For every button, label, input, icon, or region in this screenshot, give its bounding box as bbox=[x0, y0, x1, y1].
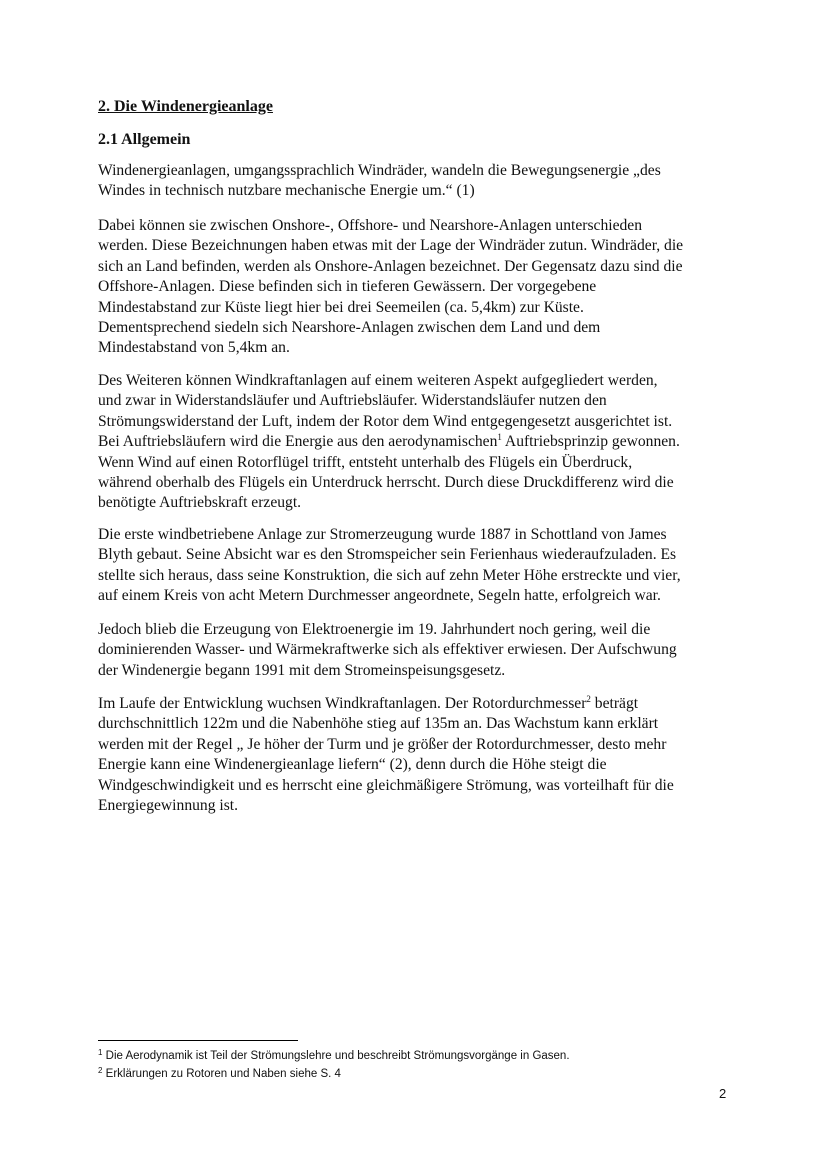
text-line: Windenergieanlagen, umgangssprachlich Windräder, wandeln die Bewegungsenergie „des bbox=[98, 162, 661, 179]
text-line: Des Weiteren können Windkraftanlagen auf einem weiteren Aspekt aufgegliedert werden, bbox=[98, 372, 658, 389]
text-segment: Bei Auftriebsläufern wird die Energie aus den aerodynamischen bbox=[98, 433, 498, 451]
text-line: werden. Diese Bezeichnungen haben etwas mit der Lage der Windräder zutun. Windräder, die bbox=[98, 237, 684, 255]
footnote-ref-1[interactable]: 1 bbox=[497, 432, 502, 443]
footnote-text: Erklärungen zu Rotoren und Naben siehe S. 4 bbox=[102, 1068, 341, 1080]
text-line: benötigte Auftriebskraft erzeugt. bbox=[98, 494, 302, 512]
text-line: werden mit der Regel „ Je höher der Turm und je größer der Rotordurchmesser, desto mehr bbox=[98, 735, 667, 753]
text-segment: Im Laufe der Entwicklung wuchsen Windkraftanlagen. Der Rotordurchmesser bbox=[98, 695, 587, 712]
text-line: Energie kann eine Windenergieanlage liefern“ (2), denn durch die Höhe steigt die bbox=[98, 756, 607, 774]
paragraph-3 bbox=[98, 371, 680, 514]
text-line: während oberhalb des Flügels ein Unterdruck herrscht. Durch diese Druckdifferenz wird die bbox=[98, 473, 674, 491]
text-line: Windgeschwindigkeit und es herrscht eine gleichmäßigere Strömung, was vorteilhaft für die bbox=[98, 776, 674, 794]
text-line: Mindestabstand zur Küste liegt hier bei drei Seemeilen (ca. 5,4km) zur Küste. bbox=[98, 298, 584, 316]
footnote-text: Die Aerodynamik ist Teil der Strömungslehre und beschreibt Strömungsvorgänge in Gasen. bbox=[102, 1050, 570, 1062]
text-segment: beträgt bbox=[590, 695, 639, 712]
text-line: Dementsprechend siedeln sich Nearshore-Anlagen zwischen dem Land und dem bbox=[98, 318, 601, 336]
footnote-marker: 2 bbox=[98, 1066, 103, 1075]
footnote-2 bbox=[98, 1068, 341, 1080]
text-line: Windes in technisch nutzbare mechanische Energie um.“ (1) bbox=[98, 182, 475, 200]
text-line: Energiegewinnung ist. bbox=[98, 796, 239, 814]
paragraph-1 bbox=[98, 161, 661, 202]
text-line bbox=[98, 694, 674, 714]
text-line: Wenn Wind auf einen Rotorflügel trifft, entsteht unterhalb des Flügels ein Überdruck, bbox=[98, 453, 633, 471]
text-line: dominierenden Wasser- und Wärmekraftwerke sich als effektiver erwiesen. Der Aufschwung bbox=[98, 641, 677, 659]
footnote-ref-2[interactable]: 2 bbox=[586, 694, 591, 704]
text-line: und zwar in Widerstandsläufer und Auftriebsläufer. Widerstandsläufer nutzen den bbox=[98, 392, 607, 410]
text-line: durchschnittlich 122m und die Nabenhöhe stieg auf 135m an. Das Wachstum kann erklärt bbox=[98, 715, 659, 733]
text-line: Blyth gebaut. Seine Absicht war es den Stromspeicher sein Ferienhaus wiederaufzuladen. Es bbox=[98, 546, 677, 564]
text-line: sich an Land befinden, werden als Onshore-Anlagen bezeichnet. Der Gegensatz dazu sind die bbox=[98, 257, 683, 275]
paragraph-5 bbox=[98, 620, 677, 681]
text-line: Die erste windbetriebene Anlage zur Stromerzeugung wurde 1887 in Schottland von James bbox=[98, 526, 667, 543]
subsection-heading: 2.1 Allgemein bbox=[98, 131, 191, 148]
text-line bbox=[98, 432, 680, 452]
footnote-separator bbox=[98, 1040, 298, 1041]
text-line: der Windenergie begann 1991 mit dem Stromeinspeisungsgesetz. bbox=[98, 661, 506, 679]
text-segment: Auftriebsprinzip gewonnen. bbox=[501, 433, 680, 451]
text-line: Dabei können sie zwischen Onshore-, Offshore- und Nearshore-Anlagen unterschieden bbox=[98, 217, 643, 234]
paragraph-6 bbox=[98, 694, 674, 816]
text-line: stellte sich heraus, dass seine Konstruktion, die sich auf zehn Meter Höhe erstreckte und vier, bbox=[98, 566, 681, 584]
section-heading: 2. Die Windenergieanlage bbox=[98, 98, 273, 115]
footnote-marker: 1 bbox=[98, 1048, 103, 1057]
paragraph-4 bbox=[98, 525, 681, 607]
paragraph-2 bbox=[98, 216, 683, 359]
text-line: Mindestabstand von 5,4km an. bbox=[98, 339, 290, 357]
footnote-1 bbox=[98, 1050, 570, 1062]
text-line: Strömungswiderstand der Luft, indem der Rotor dem Wind entgegengesetzt ausgerichtet ist. bbox=[98, 412, 673, 430]
text-line: Offshore-Anlagen. Diese befinden sich in tieferen Gewässern. Der vorgegebene bbox=[98, 278, 597, 296]
text-line: Jedoch blieb die Erzeugung von Elektroenergie im 19. Jahrhundert noch gering, weil die bbox=[98, 621, 651, 638]
page-number: 2 bbox=[719, 1086, 727, 1101]
text-line: auf einem Kreis von acht Metern Durchmesser angeordnete, Segeln hatte, erfolgreich war. bbox=[98, 587, 661, 605]
